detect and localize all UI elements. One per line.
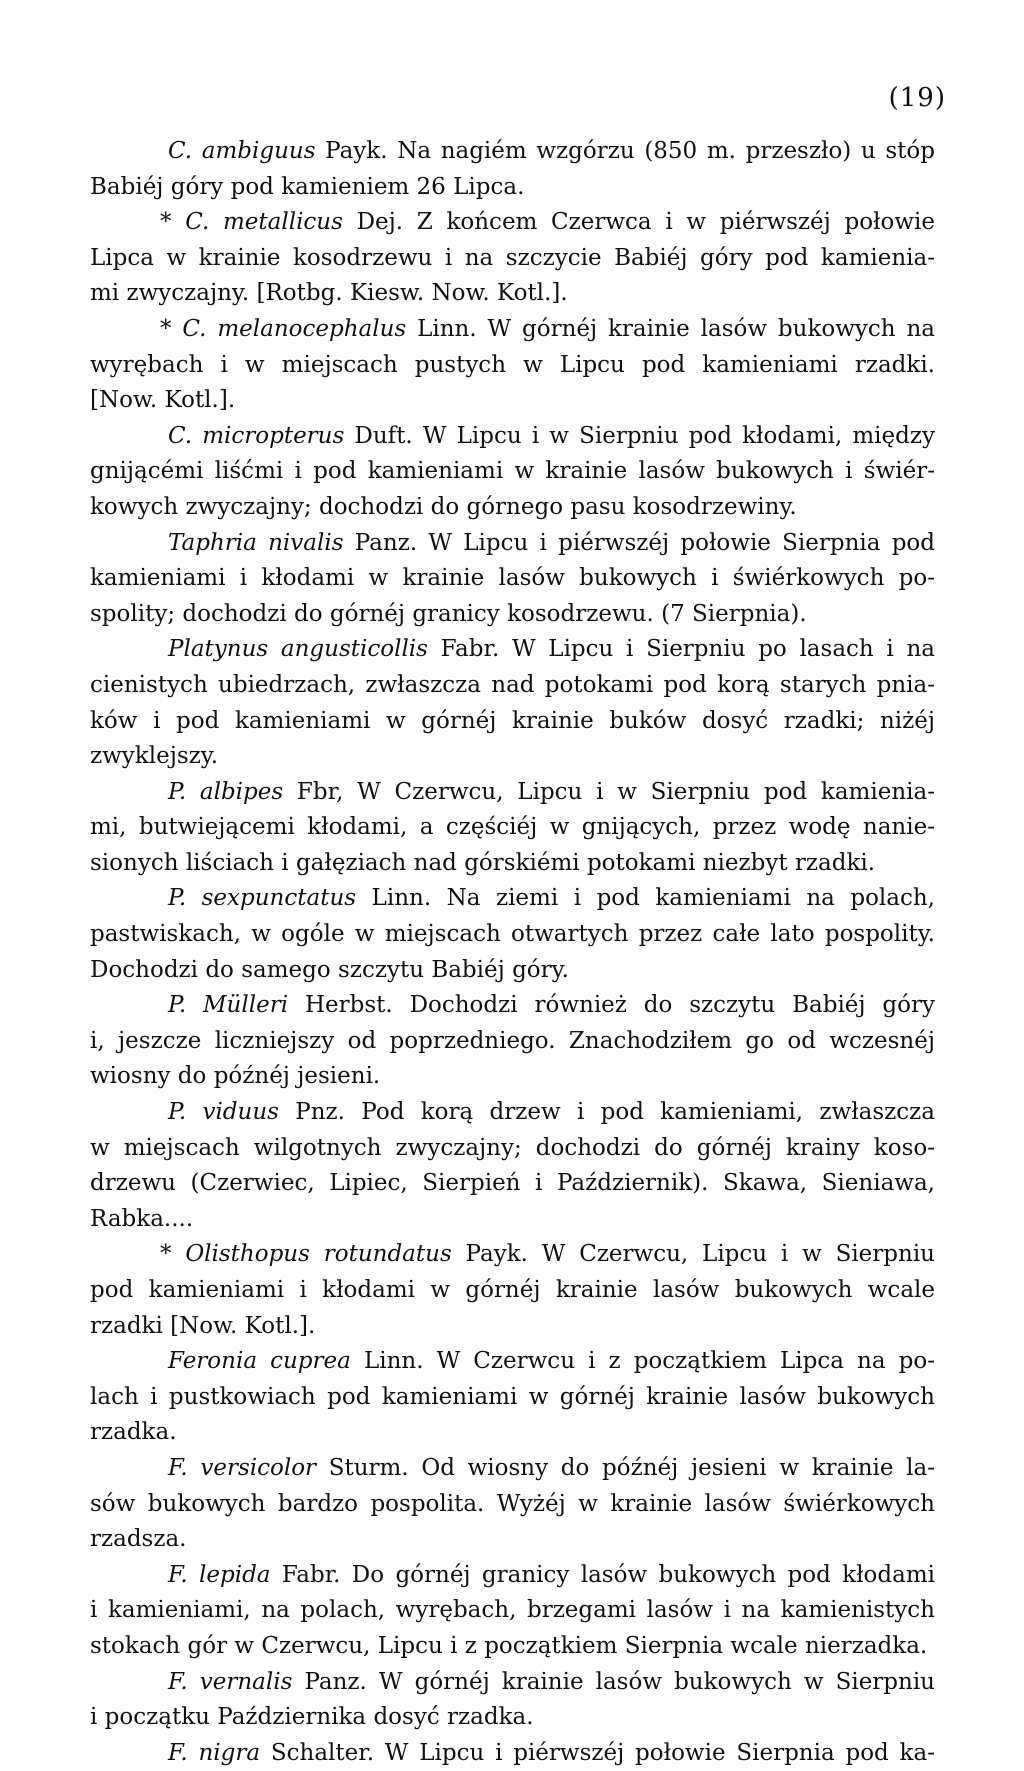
line-text: Fabr. W Lipcu i Sierpniu po lasach i na — [427, 636, 935, 663]
text-line — [90, 1166, 935, 1202]
species-name: C. metallicus — [185, 209, 343, 236]
line-text: rzadka. — [90, 1419, 177, 1446]
entry-marker: * — [160, 315, 183, 342]
line-text: zwyklejszy. — [90, 743, 219, 770]
species-name: Feronia cuprea — [168, 1348, 351, 1375]
line-text: kowych zwyczajny; dochodzi do górnego pasu kosodrzewiny. — [90, 493, 797, 520]
species-name: P. viduus — [168, 1099, 279, 1126]
species-name: F. versicolor — [168, 1454, 317, 1481]
line-text: wiosny do późnéj jesieni. — [90, 1063, 381, 1090]
species-name: Olisthopus rotundatus — [185, 1241, 452, 1268]
text-line — [90, 1700, 935, 1736]
page-number: (19) — [888, 83, 946, 113]
species-name: C. melanocephalus — [182, 315, 407, 342]
line-text: spolity; dochodzi do górnéj granicy kosodrzewu. (7 Sierpnia). — [90, 600, 807, 627]
species-name: P. albipes — [168, 778, 284, 805]
line-text: Payk. Na nagiém wzgórzu (850 m. przeszło) u stóp — [315, 138, 935, 164]
species-name: P. Mülleri — [168, 992, 289, 1019]
text-line — [90, 881, 935, 917]
line-text: drzewu (Czerwiec, Lipiec, Sierpień i Październik). Skawa, Sieniawa, — [90, 1170, 935, 1197]
line-text: Duft. W Lipcu i w Sierpniu pod kłodami, między — [344, 422, 935, 449]
text-line — [90, 668, 935, 704]
line-text: [Now. Kotl.]. — [90, 387, 236, 414]
text-line — [90, 988, 935, 1024]
line-text: Dochodzi do samego szczytu Babiéj góry. — [90, 956, 569, 983]
text-line — [90, 739, 935, 775]
species-name: Platynus angusticollis — [168, 636, 428, 663]
text-line — [90, 1629, 935, 1665]
line-text: kamieniami i kłodami w krainie lasów bukowych i świérkowych po- — [90, 565, 935, 592]
line-text: Payk. W Czerwcu, Lipcu i w Sierpniu — [451, 1241, 935, 1268]
line-text: pod kamieniami i kłodami w górnéj krainie lasów bukowych wcale — [90, 1277, 935, 1303]
line-text: Sturm. Od wiosny do późnéj jesieni w krainie la- — [316, 1454, 935, 1481]
line-text: Schalter. W Lipcu i piérwszéj połowie Sierpnia pod ka- — [260, 1739, 935, 1766]
text-line — [90, 1522, 935, 1558]
line-text: mi, butwiejącemi kłodami, a częściéj w gnijących, przez wodę nanie- — [90, 814, 935, 841]
text-line — [90, 276, 935, 312]
text-line — [90, 1273, 935, 1309]
entry-marker: * — [160, 1241, 186, 1268]
text-line — [90, 1059, 935, 1095]
text-line — [90, 526, 935, 562]
text-line — [90, 597, 935, 633]
text-line — [90, 1415, 935, 1451]
text-line — [90, 490, 935, 526]
text-line — [90, 1593, 935, 1629]
text-line — [90, 1344, 935, 1380]
line-text: lach i pustkowiach pod kamieniami w górnéj krainie lasów bukowych — [90, 1383, 935, 1410]
line-text: Fabr. Do górnéj granicy lasów bukowych pod kłodami — [270, 1561, 935, 1588]
text-line — [90, 454, 935, 490]
line-text: sionych liściach i gałęziach nad górskiémi potokami niezbyt rzadki. — [90, 849, 876, 876]
text-line — [90, 953, 935, 989]
species-name: F. vernalis — [168, 1668, 293, 1695]
entry-marker: * — [160, 209, 186, 236]
text-line — [90, 134, 935, 170]
text-line — [90, 632, 935, 668]
species-name: Taphria nivalis — [168, 529, 344, 556]
line-text: Dej. Z końcem Czerwca i w piérwszéj połowie — [342, 209, 935, 236]
text-line — [90, 846, 935, 882]
line-text: rzadsza. — [90, 1526, 187, 1553]
text-line — [90, 383, 935, 419]
line-text: rzadki [Now. Kotl.]. — [90, 1312, 316, 1339]
text-line — [90, 1131, 935, 1167]
line-text: Lipca w krainie kosodrzewu i na szczycie Babiéj góry pod kamienia- — [90, 244, 935, 271]
line-text: ków i pod kamieniami w górnéj krainie buków dosyć rzadki; niżéj — [90, 707, 935, 734]
line-text: Babiéj góry pod kamieniem 26 Lipca. — [90, 173, 525, 200]
line-text: Fbr, W Czerwcu, Lipcu i w Sierpniu pod kamienia- — [283, 778, 935, 805]
text-line — [90, 1487, 935, 1523]
line-text: pastwiskach, w ogóle w miejscach otwartych przez całe lato pospolity. — [90, 921, 935, 948]
line-text: Panz. W górnéj krainie lasów bukowych w Sierpniu — [292, 1668, 935, 1695]
species-name: P. sexpunctatus — [168, 885, 357, 912]
text-line — [90, 170, 935, 206]
line-text: i kamieniami, na polach, wyrębach, brzegami lasów i na kamienistych — [90, 1597, 935, 1624]
species-name: F. nigra — [168, 1739, 261, 1766]
text-line — [90, 1665, 935, 1701]
line-text: wyrębach i w miejscach pustych w Lipcu pod kamieniami rzadki. — [90, 351, 935, 378]
line-text: gnijącémi liśćmi i pod kamieniami w krainie lasów bukowych i świér- — [90, 458, 935, 485]
text-line — [90, 1558, 935, 1594]
species-name: C. micropterus — [168, 422, 345, 449]
line-text: Pnz. Pod korą drzew i pod kamieniami, zwłaszcza — [278, 1099, 935, 1126]
line-text: Rabka.... — [90, 1205, 194, 1232]
text-line — [90, 1451, 935, 1487]
text-line — [90, 1024, 935, 1060]
text-line — [90, 1380, 935, 1416]
body-text — [90, 134, 935, 1771]
text-line — [90, 419, 935, 455]
line-text: Herbst. Dochodzi również do szczytu Babiéj góry — [288, 992, 935, 1019]
text-line — [90, 205, 935, 241]
line-text: Panz. W Lipcu i piérwszéj połowie Sierpnia pod — [343, 529, 935, 556]
text-line — [90, 241, 935, 277]
line-text: Linn. W Czerwcu i z początkiem Lipca na po- — [350, 1348, 935, 1375]
line-text: i początku Października dosyć rzadka. — [90, 1704, 534, 1731]
text-line — [90, 1237, 935, 1273]
text-line — [90, 1202, 935, 1238]
text-line — [90, 561, 935, 597]
text-line — [90, 348, 935, 384]
line-text: mi zwyczajny. [Rotbg. Kiesw. Now. Kotl.]. — [90, 280, 568, 307]
text-line — [90, 1736, 935, 1771]
text-line — [90, 917, 935, 953]
line-text: sów bukowych bardzo pospolita. Wyżéj w krainie lasów świérkowych — [90, 1490, 935, 1517]
line-text: i, jeszcze liczniejszy od poprzedniego. Znachodziłem go od wczesnéj — [90, 1027, 935, 1054]
text-line — [90, 704, 935, 740]
species-name: F. lepida — [168, 1561, 271, 1588]
text-line — [90, 312, 935, 348]
line-text: Linn. W górnéj krainie lasów bukowych na — [406, 315, 935, 342]
text-line — [90, 775, 935, 811]
line-text: cienistych ubiedrzach, zwłaszcza nad potokami pod korą starych pnia- — [90, 671, 935, 698]
text-line — [90, 1095, 935, 1131]
text-line — [90, 810, 935, 846]
species-name: C. ambiguus — [168, 138, 316, 164]
line-text: stokach gór w Czerwcu, Lipcu i z początkiem Sierpnia wcale nierzadka. — [90, 1632, 928, 1659]
line-text: w miejscach wilgotnych zwyczajny; dochodzi do górnéj krainy koso- — [90, 1134, 935, 1161]
text-line — [90, 1309, 935, 1345]
line-text: Linn. Na ziemi i pod kamieniami na polach, — [356, 885, 935, 912]
